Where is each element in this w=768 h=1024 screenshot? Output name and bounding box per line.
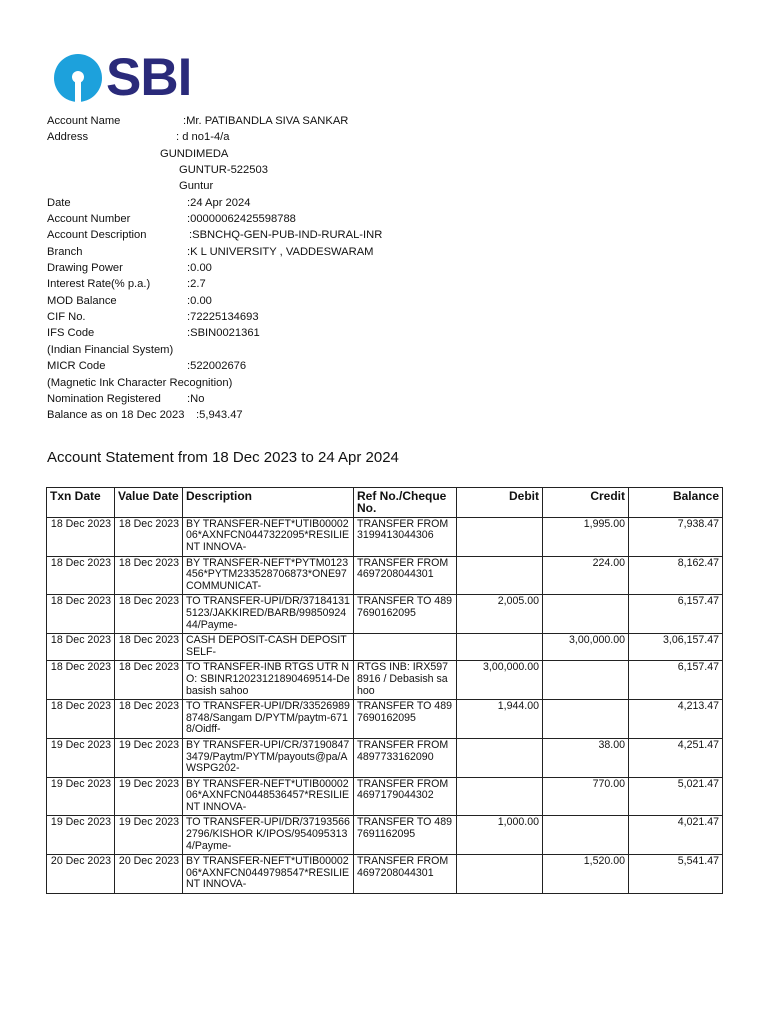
branch-value: :K L UNIVERSITY , VADDESWARAM <box>187 245 374 258</box>
sbi-logo-text: SBI <box>106 48 192 107</box>
cell-value-date: 18 Dec 2023 <box>115 517 183 556</box>
cell-txn-date: 18 Dec 2023 <box>47 700 115 739</box>
cell-value-date: 19 Dec 2023 <box>115 816 183 855</box>
cell-value-date: 18 Dec 2023 <box>115 634 183 661</box>
cell-debit: 1,000.00 <box>457 816 543 855</box>
cell-value-date: 20 Dec 2023 <box>115 855 183 894</box>
cell-ref: TRANSFER FROM 3199413044306 <box>354 517 457 556</box>
table-row <box>47 700 723 739</box>
address-line2: GUNDIMEDA <box>160 147 229 160</box>
mod-balance-value: :0.00 <box>187 294 212 307</box>
address-line1: : d no1-4/a <box>176 131 230 144</box>
micr-label: MICR Code <box>47 360 106 373</box>
date-value: :24 Apr 2024 <box>187 196 251 209</box>
cell-debit <box>457 556 543 595</box>
table-row <box>47 661 723 700</box>
cell-description: BY TRANSFER-NEFT*PYTM0123456*PYTM233528706873*ONE97 COMMUNICAT- <box>183 556 354 595</box>
sbi-logo <box>54 48 192 107</box>
statement-title: Account Statement from 18 Dec 2023 to 24 Apr 2024 <box>47 449 399 466</box>
micr-value: :522002676 <box>187 360 247 373</box>
sbi-logo-icon <box>54 54 102 102</box>
cell-credit: 3,00,000.00 <box>543 634 629 661</box>
cell-value-date: 18 Dec 2023 <box>115 700 183 739</box>
cell-debit: 3,00,000.00 <box>457 661 543 700</box>
cell-debit <box>457 634 543 661</box>
cell-debit <box>457 517 543 556</box>
cif-value: :72225134693 <box>187 311 259 324</box>
cell-txn-date: 18 Dec 2023 <box>47 517 115 556</box>
ifs-label: IFS Code <box>47 327 95 340</box>
cell-credit <box>543 816 629 855</box>
cell-txn-date: 19 Dec 2023 <box>47 777 115 816</box>
cell-ref <box>354 634 457 661</box>
cell-ref: TRANSFER TO 4897691162095 <box>354 816 457 855</box>
header-ref: Ref No./Cheque No. <box>354 488 457 518</box>
header-credit: Credit <box>543 488 629 518</box>
cell-balance: 4,251.47 <box>629 738 723 777</box>
account-number-value: :00000062425598788 <box>187 213 296 226</box>
cif-label: CIF No. <box>47 311 86 324</box>
cell-txn-date: 18 Dec 2023 <box>47 556 115 595</box>
table-row <box>47 556 723 595</box>
cell-balance: 6,157.47 <box>629 595 723 634</box>
cell-description: TO TRANSFER-UPI/DR/371841315123/JAKKIRED/BARB/9985092444/Payme- <box>183 595 354 634</box>
cell-description: BY TRANSFER-NEFT*UTIB0000206*AXNFCN0449798547*RESILIENT INNOVA- <box>183 855 354 894</box>
cell-debit <box>457 777 543 816</box>
cell-balance: 4,021.47 <box>629 816 723 855</box>
table-row <box>47 634 723 661</box>
cell-balance: 4,213.47 <box>629 700 723 739</box>
nomination-label: Nomination Registered <box>47 392 161 405</box>
cell-debit <box>457 855 543 894</box>
cell-balance: 8,162.47 <box>629 556 723 595</box>
cell-txn-date: 18 Dec 2023 <box>47 661 115 700</box>
table-row <box>47 816 723 855</box>
cell-credit: 770.00 <box>543 777 629 816</box>
cell-debit: 2,005.00 <box>457 595 543 634</box>
header-balance: Balance <box>629 488 723 518</box>
cell-txn-date: 18 Dec 2023 <box>47 634 115 661</box>
cell-description: TO TRANSFER-UPI/DR/335269898748/Sangam D/PYTM/paytm-6718/Oidff- <box>183 700 354 739</box>
cell-txn-date: 18 Dec 2023 <box>47 595 115 634</box>
opening-balance-value: :5,943.47 <box>196 409 243 422</box>
cell-description: BY TRANSFER-NEFT*UTIB0000206*AXNFCN0448536457*RESILIENT INNOVA- <box>183 777 354 816</box>
table-row <box>47 777 723 816</box>
table-row <box>47 855 723 894</box>
cell-description: BY TRANSFER-UPI/CR/371908473479/Paytm/PYTM/payouts@pa/AWSPG202- <box>183 738 354 777</box>
account-name-value: :Mr. PATIBANDLA SIVA SANKAR <box>183 115 349 127</box>
address-line3: GUNTUR-522503 <box>179 164 268 177</box>
cell-balance: 5,021.47 <box>629 777 723 816</box>
cell-ref: TRANSFER TO 4897690162095 <box>354 595 457 634</box>
account-number-label: Account Number <box>47 213 131 226</box>
opening-balance-label: Balance as on 18 Dec 2023 <box>47 409 185 422</box>
cell-debit: 1,944.00 <box>457 700 543 739</box>
transactions-table <box>46 487 723 894</box>
cell-description: TO TRANSFER-UPI/DR/371935662796/KISHOR K/IPOS/9540953134/Payme- <box>183 816 354 855</box>
cell-credit <box>543 595 629 634</box>
cell-balance: 3,06,157.47 <box>629 634 723 661</box>
cell-credit <box>543 700 629 739</box>
cell-description: CASH DEPOSIT-CASH DEPOSIT SELF- <box>183 634 354 661</box>
cell-value-date: 18 Dec 2023 <box>115 556 183 595</box>
ifs-note: (Indian Financial System) <box>47 343 174 356</box>
cell-credit: 1,995.00 <box>543 517 629 556</box>
mod-balance-label: MOD Balance <box>47 294 117 307</box>
cell-ref: TRANSFER FROM 4897733162090 <box>354 738 457 777</box>
cell-txn-date: 19 Dec 2023 <box>47 738 115 777</box>
branch-label: Branch <box>47 245 83 258</box>
cell-credit <box>543 661 629 700</box>
account-description-value: :SBNCHQ-GEN-PUB-IND-RURAL-INR <box>189 229 383 242</box>
header-value-date: Value Date <box>115 488 183 518</box>
interest-rate-value: :2.7 <box>187 278 206 291</box>
cell-value-date: 18 Dec 2023 <box>115 595 183 634</box>
cell-txn-date: 19 Dec 2023 <box>47 816 115 855</box>
cell-credit: 1,520.00 <box>543 855 629 894</box>
cell-value-date: 19 Dec 2023 <box>115 777 183 816</box>
cell-credit: 38.00 <box>543 738 629 777</box>
table-row <box>47 517 723 556</box>
cell-ref: TRANSFER TO 4897690162095 <box>354 700 457 739</box>
account-name-label: Account Name <box>47 115 121 127</box>
cell-ref: TRANSFER FROM 4697208044301 <box>354 855 457 894</box>
nomination-value: :No <box>187 392 205 405</box>
date-label: Date <box>47 196 71 209</box>
table-body <box>47 517 723 893</box>
cell-txn-date: 20 Dec 2023 <box>47 855 115 894</box>
address-label: Address <box>47 131 89 144</box>
cell-balance: 7,938.47 <box>629 517 723 556</box>
interest-rate-label: Interest Rate(% p.a.) <box>47 278 151 291</box>
address-line4: Guntur <box>179 180 214 193</box>
header-debit: Debit <box>457 488 543 518</box>
micr-note: (Magnetic Ink Character Recognition) <box>47 376 233 389</box>
table-header-row <box>47 488 723 518</box>
cell-value-date: 19 Dec 2023 <box>115 738 183 777</box>
cell-value-date: 18 Dec 2023 <box>115 661 183 700</box>
header-txn-date: Txn Date <box>47 488 115 518</box>
drawing-power-label: Drawing Power <box>47 262 123 275</box>
cell-debit <box>457 738 543 777</box>
cell-credit: 224.00 <box>543 556 629 595</box>
header-description: Description <box>183 488 354 518</box>
table-row <box>47 595 723 634</box>
drawing-power-value: :0.00 <box>187 262 212 275</box>
cell-ref: RTGS INB: IRX5978916 / Debasish sahoo <box>354 661 457 700</box>
cell-balance: 5,541.47 <box>629 855 723 894</box>
ifs-value: :SBIN0021361 <box>187 327 260 340</box>
cell-ref: TRANSFER FROM 4697208044301 <box>354 556 457 595</box>
cell-description: BY TRANSFER-NEFT*UTIB0000206*AXNFCN0447322095*RESILIENT INNOVA- <box>183 517 354 556</box>
cell-description: TO TRANSFER-INB RTGS UTR NO: SBINR12023121890469514-Debasish sahoo <box>183 661 354 700</box>
account-description-label: Account Description <box>47 229 147 242</box>
cell-ref: TRANSFER FROM 4697179044302 <box>354 777 457 816</box>
cell-balance: 6,157.47 <box>629 661 723 700</box>
table-row <box>47 738 723 777</box>
